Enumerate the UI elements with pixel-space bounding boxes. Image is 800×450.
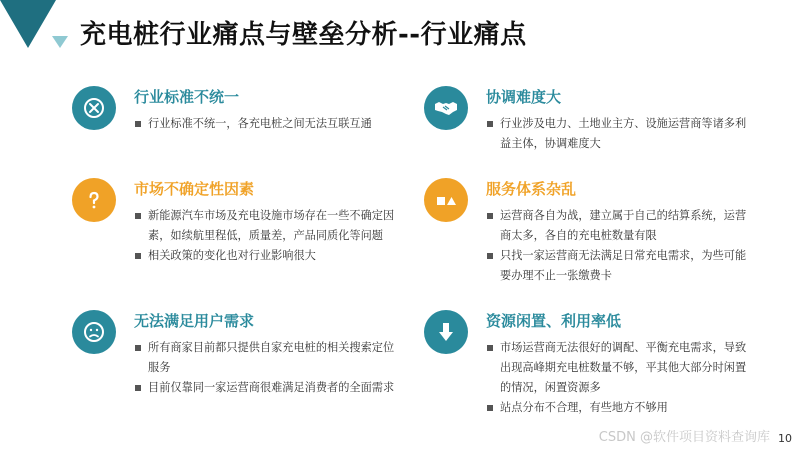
- heading: 行业标准不统一: [134, 88, 240, 106]
- slide-title: 充电桩行业痛点与壁垒分析--行业痛点: [80, 20, 527, 50]
- heading: 服务体系杂乱: [486, 180, 577, 198]
- heading: 协调难度大: [486, 88, 562, 106]
- bullet: 相关政策的变化也对行业影响很大: [134, 246, 404, 266]
- question-mark-icon: [72, 178, 116, 222]
- heading: 无法满足用户需求: [134, 312, 255, 330]
- heading: 资源闲置、利用率低: [486, 312, 622, 330]
- down-arrow-icon: [424, 310, 468, 354]
- bullet: 只找一家运营商无法满足日常充电需求，为些可能要办理不止一张缴费卡: [486, 246, 756, 286]
- bullet: 所有商家目前都只提供自家充电桩的相关搜索定位服务: [134, 338, 404, 378]
- page-number: 10: [778, 432, 792, 445]
- corner-decoration: [0, 0, 80, 60]
- bullet: 运营商各自为战，建立属于自己的结算系统，运营商太多，各自的充电桩数量有限: [486, 206, 756, 246]
- sad-face-icon: [72, 310, 116, 354]
- heading: 市场不确定性因素: [134, 180, 255, 198]
- watermark: CSDN @软件项目资料查询库: [598, 430, 770, 445]
- shapes-icon: [424, 178, 468, 222]
- bullet: 新能源汽车市场及充电设施市场存在一些不确定因素，如续航里程低，质量差，产品同质化等问题: [134, 206, 404, 246]
- handshake-icon: [424, 86, 468, 130]
- bullet: 行业涉及电力、土地业主方、设施运营商等诸多利益主体，协调难度大: [486, 114, 756, 154]
- bullet: 目前仅靠同一家运营商很难满足消费者的全面需求: [134, 378, 404, 398]
- bullet: 行业标准不统一，各充电桩之间无法互联互通: [134, 114, 404, 134]
- bullet: 市场运营商无法很好的调配、平衡充电需求，导致出现高峰期充电桩数量不够，平其他大部分时闲置的情况，闲置资源多: [486, 338, 756, 398]
- bullet: 站点分布不合理，有些地方不够用: [486, 398, 756, 418]
- x-circle-icon: [72, 86, 116, 130]
